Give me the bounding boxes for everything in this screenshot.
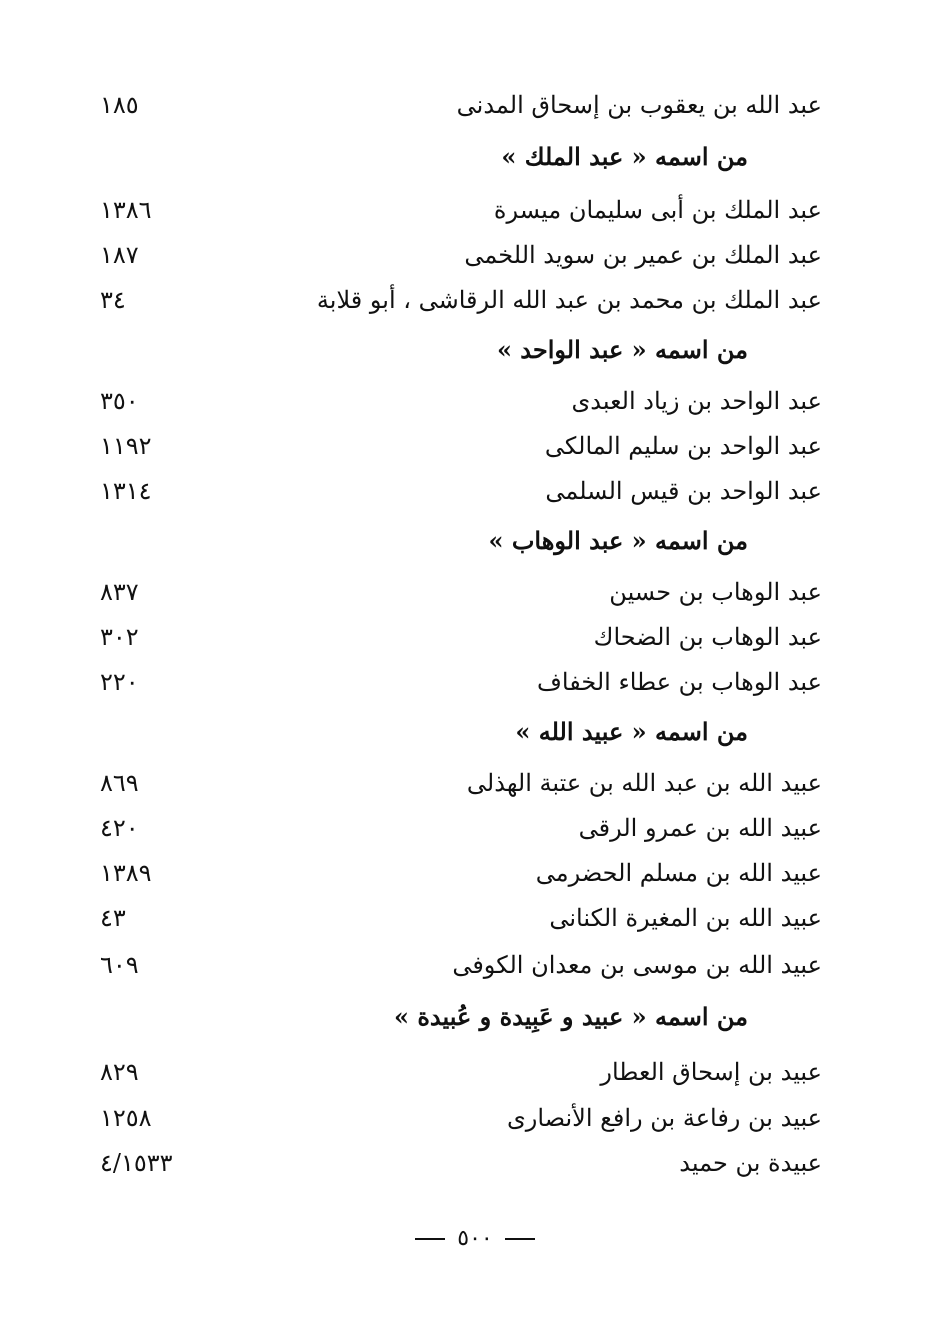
entry-number: ٣٠٢ <box>100 623 139 651</box>
entry-number: ١٢٥٨ <box>100 1104 152 1132</box>
entry-name: عبد الله بن يعقوب بن إسحاق المدنى <box>456 91 822 119</box>
entry-name: عبد الواحد بن زياد العبدى <box>571 387 822 415</box>
entry-number: ٣٥٠ <box>100 387 139 415</box>
entry-number: ٨٢٩ <box>100 1058 139 1086</box>
section-heading-text: من اسمه « عبيد الله » <box>515 717 748 746</box>
index-entry <box>100 763 822 803</box>
entry-number: ١١٩٢ <box>100 432 152 460</box>
page-footer <box>0 1222 950 1256</box>
index-entry <box>100 85 822 125</box>
index-entry <box>100 381 822 421</box>
entry-name: عبيد الله بن عمرو الرقى <box>578 814 822 842</box>
index-entry <box>100 617 822 657</box>
index-entry <box>100 898 822 938</box>
entry-name: عبد الوهاب بن حسين <box>609 578 822 606</box>
entry-number: ٨٣٧ <box>100 578 139 606</box>
index-entry <box>100 808 822 848</box>
index-entry <box>100 1143 822 1183</box>
section-heading-text: من اسمه « عبيد و عَبِيدة و عُبيدة » <box>393 1002 748 1031</box>
index-entry <box>100 280 822 320</box>
entry-number: ٣٤ <box>100 286 126 314</box>
section-heading <box>100 997 748 1037</box>
section-heading-text: من اسمه « عبد الوهاب » <box>488 526 748 555</box>
index-entry <box>100 1098 822 1138</box>
entry-number: ٤٢٠ <box>100 814 139 842</box>
entry-name: عبيد الله بن موسى بن معدان الكوفى <box>452 951 822 979</box>
index-entry <box>100 945 822 985</box>
index-entry <box>100 853 822 893</box>
entry-name: عبيد الله بن المغيرة الكنانى <box>549 904 822 932</box>
entry-number: ٨٦٩ <box>100 769 139 797</box>
section-heading <box>100 330 748 370</box>
index-entry <box>100 572 822 612</box>
entry-name: عبد الواحد بن قيس السلمى <box>545 477 822 505</box>
section-heading <box>100 712 748 752</box>
footer-dash-left <box>415 1238 445 1240</box>
entry-number: ١٣٨٦ <box>100 196 152 224</box>
entry-number: ١٨٧ <box>100 241 139 269</box>
entry-name: عبد الوهاب بن عطاء الخفاف <box>537 668 822 696</box>
footer-dash-right <box>505 1238 535 1240</box>
entry-name: عبد الملك بن محمد بن عبد الله الرقاشى ، أبو قلابة <box>316 286 822 314</box>
entry-number: ٤/١٥٣٣ <box>100 1149 173 1177</box>
entry-number: ١٣٨٩ <box>100 859 152 887</box>
entry-number: ١٨٥ <box>100 91 139 119</box>
index-entry <box>100 190 822 230</box>
index-entry <box>100 1052 822 1092</box>
index-entry <box>100 426 822 466</box>
section-heading-text: من اسمه « عبد الملك » <box>501 142 748 171</box>
entry-name: عبد الوهاب بن الضحاك <box>593 623 822 651</box>
entry-number: ٦٠٩ <box>100 951 139 979</box>
page-number: ٥٠٠ <box>457 1226 493 1251</box>
section-heading-text: من اسمه « عبد الواحد » <box>496 335 748 364</box>
entry-number: ١٣١٤ <box>100 477 152 505</box>
section-heading <box>100 137 748 177</box>
entry-name: عبيد بن رفاعة بن رافع الأنصارى <box>506 1104 822 1132</box>
entry-name: عبيد الله بن مسلم الحضرمى <box>535 859 822 887</box>
index-entry <box>100 662 822 702</box>
entry-name: عبيد بن إسحاق العطار <box>600 1058 822 1086</box>
index-entry <box>100 235 822 275</box>
entry-number: ٤٣ <box>100 904 126 932</box>
entry-name: عبيدة بن حميد <box>679 1149 822 1177</box>
entry-name: عبد الملك بن أبى سليمان ميسرة <box>493 196 822 224</box>
section-heading <box>100 521 748 561</box>
index-entry <box>100 471 822 511</box>
entry-name: عبيد الله بن عبد الله بن عتبة الهذلى <box>466 769 822 797</box>
entry-number: ٢٢٠ <box>100 668 139 696</box>
entry-name: عبد الملك بن عمير بن سويد اللخمى <box>464 241 822 269</box>
entry-name: عبد الواحد بن سليم المالكى <box>544 432 822 460</box>
